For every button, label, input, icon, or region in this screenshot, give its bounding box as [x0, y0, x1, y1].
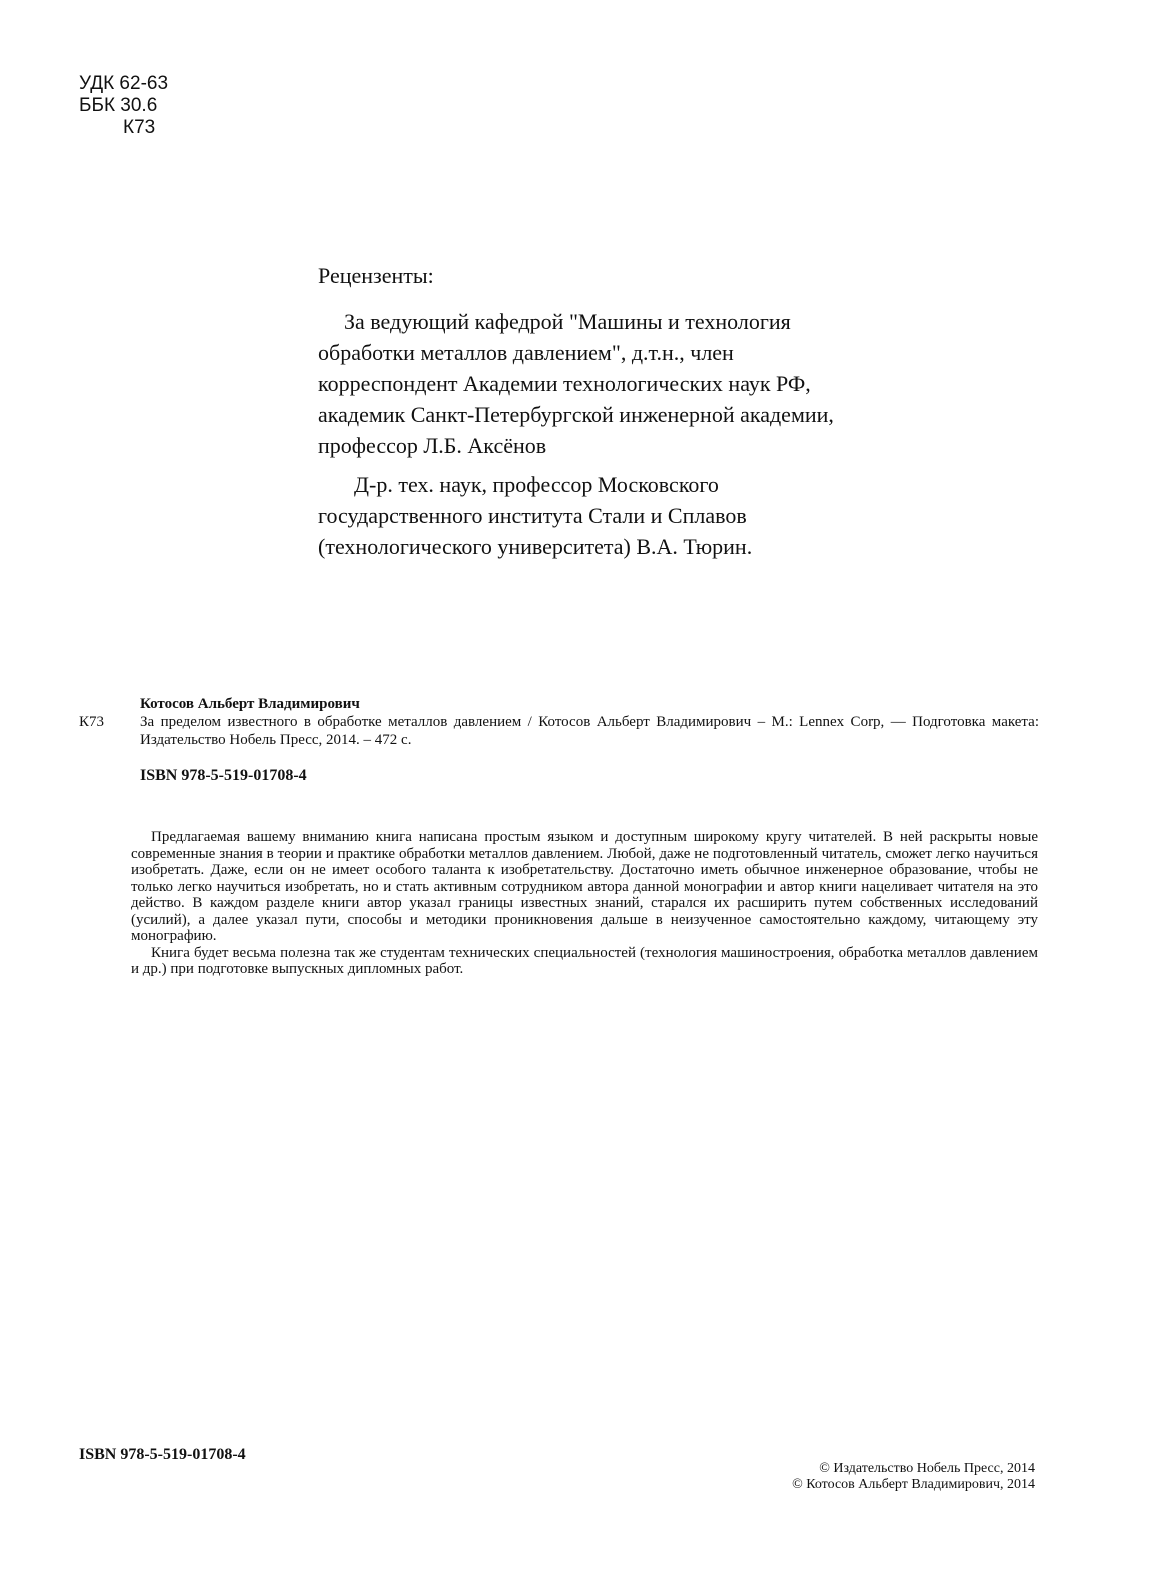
reviewer-2: Д-р. тех. наук, профессор Московского государственного института Стали и Сплавов (технологического университета) В.А. Тюрин.	[318, 472, 753, 559]
biblio-description: За пределом известного в обработке металлов давлением / Котосов Альберт Владимирович – М.: Lennex Corp, — Подготовка макета: Издательство Нобель Пресс, 2014. – 472 с.	[140, 714, 1039, 748]
biblio-author: Котосов Альберт Владимирович	[140, 696, 360, 712]
copyright-publisher: © Издательство Нобель Пресс, 2014	[819, 1461, 1035, 1476]
footer-isbn: ISBN 978-5-519-01708-4	[79, 1446, 246, 1463]
annotation	[131, 829, 1038, 978]
classification-block	[79, 73, 168, 139]
copyright-block	[792, 1461, 1035, 1493]
author-mark: К73	[123, 117, 156, 138]
reviewers-section	[318, 260, 858, 570]
reviewer-1: За ведующий кафедрой "Машины и технология обработки металлов давлением", д.т.н., член корреспондент Академии технологических наук РФ, академик Санкт-Петербургской инженерной академии, профессор Л.Б. Аксёнов	[318, 309, 834, 458]
bbk-code: ББК 30.6	[79, 95, 158, 116]
annotation-paragraph-1: Предлагаемая вашему вниманию книга написана простым языком и доступным широкому кругу читателей. В ней раскрыты новые современные знания в теории и практике обработки металлов давлением. Любой, даже не подготовленный читатель, сможет легко научиться изобретать. Даже, если он не имеет особого таланта к изобретательству. Достаточно иметь обычное инженерное образование, чтобы не только легко научиться изобретать, но и стать активным сотрудником автора данной монографии и автор книги нацеливает читателя на это действо. В каждом разделе книги автор указал границы известных знаний, старался их расширить путем собственных исследований (усилий), а далее указал пути, способы и методики проникновения дальше в неизученное самостоятельно каждому, читающему эту монографию.	[131, 829, 1038, 944]
copyright-author: © Котосов Альберт Владимирович, 2014	[792, 1477, 1035, 1492]
biblio-code: К73	[79, 714, 105, 730]
biblio-isbn: ISBN 978-5-519-01708-4	[140, 767, 307, 784]
bibliographic-record	[79, 695, 1039, 785]
reviewers-heading: Рецензенты:	[318, 263, 434, 288]
biblio-entry	[79, 713, 1039, 749]
annotation-paragraph-2: Книга будет весьма полезна так же студентам технических специальностей (технология машиностроения, обработка металлов давлением и др.) при подготовке выпускных дипломных работ.	[131, 944, 1038, 977]
udk-code: УДК 62-63	[79, 73, 169, 94]
